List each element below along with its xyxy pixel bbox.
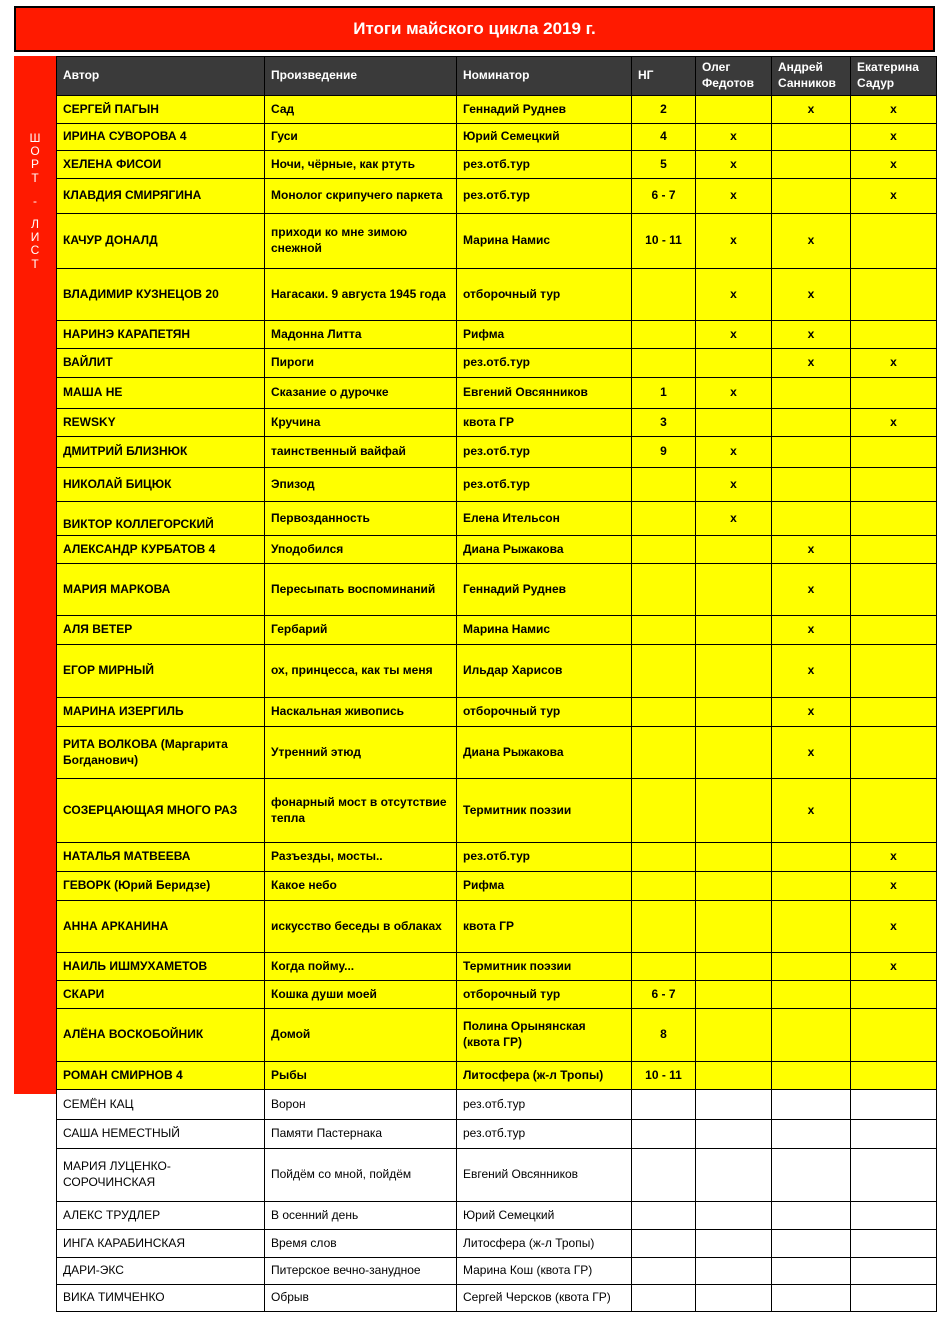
- cell-ng: [632, 1285, 696, 1312]
- cell-work: Разъезды, мосты..: [265, 843, 457, 872]
- cell-work: Нагасаки. 9 августа 1945 года: [265, 269, 457, 321]
- cell-nominator: Литосфера (ж-л Тропы): [457, 1062, 632, 1090]
- cell-ng: 6 - 7: [632, 981, 696, 1009]
- short-list-row: [57, 536, 937, 564]
- short-list-row: [57, 901, 937, 953]
- cell-judge-fedotov: [696, 1285, 772, 1312]
- cell-judge-sannikov: [772, 1230, 851, 1258]
- short-list-side-label: [14, 132, 56, 271]
- cell-nominator: Марина Кош (квота ГР): [457, 1258, 632, 1285]
- cell-judge-fedotov: [696, 1202, 772, 1230]
- cell-judge-sannikov: x: [772, 698, 851, 727]
- cell-judge-sadur: [851, 564, 937, 616]
- short-list-row: [57, 124, 937, 151]
- cell-work: Гуси: [265, 124, 457, 151]
- cell-judge-sannikov: x: [772, 269, 851, 321]
- cell-nominator: Сергей Черсков (квота ГР): [457, 1285, 632, 1312]
- cell-judge-sannikov: [772, 843, 851, 872]
- short-list-row: [57, 214, 937, 269]
- cell-judge-fedotov: [696, 727, 772, 779]
- cell-ng: [632, 468, 696, 502]
- cell-author: ЕГОР МИРНЫЙ: [57, 645, 265, 698]
- cell-judge-sadur: x: [851, 151, 937, 179]
- cell-judge-sannikov: [772, 437, 851, 468]
- short-list-row: [57, 179, 937, 214]
- cell-author: ВЛАДИМИР КУЗНЕЦОВ 20: [57, 269, 265, 321]
- cell-work: Гербарий: [265, 616, 457, 645]
- cell-judge-sannikov: [772, 378, 851, 409]
- cell-author: МАРИЯ МАРКОВА: [57, 564, 265, 616]
- cell-judge-sannikov: x: [772, 349, 851, 378]
- cell-judge-fedotov: [696, 1009, 772, 1062]
- cell-judge-fedotov: [696, 1149, 772, 1202]
- cell-author: МАША НЕ: [57, 378, 265, 409]
- cell-judge-fedotov: [696, 1230, 772, 1258]
- cell-judge-sadur: [851, 321, 937, 349]
- cell-judge-sannikov: x: [772, 321, 851, 349]
- cell-judge-fedotov: [696, 536, 772, 564]
- cell-author: АЛЁНА ВОСКОБОЙНИК: [57, 1009, 265, 1062]
- cell-judge-sadur: [851, 1062, 937, 1090]
- short-list-row: [57, 96, 937, 124]
- cell-author: АЛЕКСАНДР КУРБАТОВ 4: [57, 536, 265, 564]
- cell-author: СЕРГЕЙ ПАГЫН: [57, 96, 265, 124]
- short-list-row: [57, 151, 937, 179]
- cell-ng: [632, 1149, 696, 1202]
- cell-judge-fedotov: x: [696, 468, 772, 502]
- long-list-row: [57, 1149, 937, 1202]
- cell-work: Какое небо: [265, 872, 457, 901]
- cell-judge-sannikov: x: [772, 564, 851, 616]
- cell-judge-sannikov: [772, 1285, 851, 1312]
- long-list-row: [57, 1120, 937, 1149]
- cell-ng: [632, 349, 696, 378]
- cell-work: Пироги: [265, 349, 457, 378]
- cell-judge-fedotov: x: [696, 269, 772, 321]
- cell-judge-fedotov: [696, 1258, 772, 1285]
- cell-judge-fedotov: [696, 409, 772, 437]
- cell-nominator: Евгений Овсянников: [457, 1149, 632, 1202]
- cell-judge-fedotov: [696, 1062, 772, 1090]
- cell-ng: [632, 698, 696, 727]
- cell-work: ох, принцесса, как ты меня: [265, 645, 457, 698]
- cell-judge-sannikov: x: [772, 645, 851, 698]
- cell-author: ИНГА КАРАБИНСКАЯ: [57, 1230, 265, 1258]
- cell-ng: [632, 1258, 696, 1285]
- cell-judge-sannikov: [772, 502, 851, 536]
- cell-author: МАРИНА ИЗЕРГИЛЬ: [57, 698, 265, 727]
- cell-ng: [632, 502, 696, 536]
- cell-judge-sadur: [851, 779, 937, 843]
- cell-nominator: рез.отб.тур: [457, 151, 632, 179]
- cell-ng: [632, 953, 696, 981]
- cell-nominator: Термитник поэзии: [457, 953, 632, 981]
- long-list-row: [57, 1285, 937, 1312]
- long-list-row: [57, 1258, 937, 1285]
- short-list-row: [57, 349, 937, 378]
- cell-judge-sadur: [851, 1009, 937, 1062]
- cell-judge-fedotov: [696, 953, 772, 981]
- cell-judge-sadur: x: [851, 843, 937, 872]
- cell-author: ДАРИ-ЭКС: [57, 1258, 265, 1285]
- cell-judge-sannikov: [772, 1090, 851, 1120]
- cell-judge-sadur: [851, 468, 937, 502]
- cell-judge-sadur: x: [851, 179, 937, 214]
- cell-judge-sannikov: [772, 872, 851, 901]
- cell-author: ГЕВОРК (Юрий Беридзе): [57, 872, 265, 901]
- cell-judge-sadur: [851, 1202, 937, 1230]
- cell-judge-fedotov: [696, 981, 772, 1009]
- cell-work: Монолог скрипучего паркета: [265, 179, 457, 214]
- side-label-letter: О: [30, 144, 40, 159]
- cell-nominator: Рифма: [457, 872, 632, 901]
- cell-nominator: квота ГР: [457, 901, 632, 953]
- cell-judge-sadur: [851, 727, 937, 779]
- cell-ng: [632, 843, 696, 872]
- short-list-row: [57, 727, 937, 779]
- short-list-side-strip: [14, 56, 56, 1094]
- cell-nominator: Юрий Семецкий: [457, 124, 632, 151]
- cell-work: Питерское вечно-занудное: [265, 1258, 457, 1285]
- cell-ng: [632, 779, 696, 843]
- cell-nominator: Марина Намис: [457, 214, 632, 269]
- cell-judge-sadur: x: [851, 124, 937, 151]
- cell-work: Домой: [265, 1009, 457, 1062]
- cell-ng: [632, 1120, 696, 1149]
- col-header-nominator: Номинатор: [457, 57, 632, 96]
- cell-ng: [632, 1090, 696, 1120]
- cell-judge-fedotov: [696, 1090, 772, 1120]
- cell-judge-sadur: x: [851, 953, 937, 981]
- cell-author: РОМАН СМИРНОВ 4: [57, 1062, 265, 1090]
- cell-work: Мадонна Литта: [265, 321, 457, 349]
- cell-judge-sadur: [851, 1120, 937, 1149]
- cell-judge-fedotov: [696, 616, 772, 645]
- cell-ng: 5: [632, 151, 696, 179]
- cell-judge-fedotov: [696, 564, 772, 616]
- cell-nominator: Геннадий Руднев: [457, 96, 632, 124]
- side-label-letter: И: [30, 230, 40, 245]
- cell-judge-sadur: [851, 645, 937, 698]
- short-list-row: [57, 981, 937, 1009]
- cell-nominator: рез.отб.тур: [457, 437, 632, 468]
- cell-judge-sadur: [851, 437, 937, 468]
- cell-author: НАИЛЬ ИШМУХАМЕТОВ: [57, 953, 265, 981]
- cell-judge-sannikov: [772, 1120, 851, 1149]
- short-list-row: [57, 843, 937, 872]
- cell-work: Первозданность: [265, 502, 457, 536]
- cell-author: СОЗЕРЦАЮЩАЯ МНОГО РАЗ: [57, 779, 265, 843]
- short-list-row: [57, 616, 937, 645]
- cell-nominator: отборочный тур: [457, 269, 632, 321]
- cell-author: ХЕЛЕНА ФИСОИ: [57, 151, 265, 179]
- cell-work: Пойдём со мной, пойдём: [265, 1149, 457, 1202]
- cell-author: REWSKY: [57, 409, 265, 437]
- short-list-row: [57, 564, 937, 616]
- cell-author: НАТАЛЬЯ МАТВЕЕВА: [57, 843, 265, 872]
- short-list-row: [57, 269, 937, 321]
- cell-judge-sannikov: x: [772, 727, 851, 779]
- cell-judge-sannikov: [772, 1009, 851, 1062]
- cell-ng: [632, 616, 696, 645]
- cell-work: Рыбы: [265, 1062, 457, 1090]
- short-list-row: [57, 502, 937, 536]
- long-list-row: [57, 1202, 937, 1230]
- cell-nominator: Елена Ительсон: [457, 502, 632, 536]
- cell-judge-fedotov: x: [696, 179, 772, 214]
- cell-judge-sadur: [851, 1230, 937, 1258]
- cell-work: Памяти Пастернака: [265, 1120, 457, 1149]
- cell-judge-fedotov: [696, 872, 772, 901]
- cell-author: НИКОЛАЙ БИЦЮК: [57, 468, 265, 502]
- cell-judge-sannikov: x: [772, 779, 851, 843]
- cell-author: КЛАВДИЯ СМИРЯГИНА: [57, 179, 265, 214]
- cell-judge-fedotov: [696, 349, 772, 378]
- cell-work: Кошка души моей: [265, 981, 457, 1009]
- col-header-judge-sannikov: Андрей Санников: [772, 57, 851, 96]
- short-list-row: [57, 468, 937, 502]
- cell-ng: 6 - 7: [632, 179, 696, 214]
- cell-nominator: Диана Рыжакова: [457, 536, 632, 564]
- col-header-author: Автор: [57, 57, 265, 96]
- cell-judge-sadur: [851, 1285, 937, 1312]
- cell-judge-sannikov: [772, 1062, 851, 1090]
- short-list-row: [57, 779, 937, 843]
- cell-judge-fedotov: [696, 1120, 772, 1149]
- cell-ng: [632, 564, 696, 616]
- cell-ng: [632, 269, 696, 321]
- long-list-row: [57, 1230, 937, 1258]
- cell-ng: 1: [632, 378, 696, 409]
- cell-work: приходи ко мне зимою снежной: [265, 214, 457, 269]
- cell-ng: [632, 645, 696, 698]
- long-list-row: [57, 1090, 937, 1120]
- cell-judge-fedotov: [696, 698, 772, 727]
- cell-work: Сад: [265, 96, 457, 124]
- cell-judge-sadur: [851, 269, 937, 321]
- cell-ng: [632, 536, 696, 564]
- cell-author: КАЧУР ДОНАЛД: [57, 214, 265, 269]
- cell-judge-fedotov: [696, 901, 772, 953]
- cell-author: ВАЙЛИТ: [57, 349, 265, 378]
- cell-judge-sadur: x: [851, 349, 937, 378]
- cell-nominator: Рифма: [457, 321, 632, 349]
- cell-judge-sadur: x: [851, 872, 937, 901]
- cell-work: В осенний день: [265, 1202, 457, 1230]
- cell-ng: 10 - 11: [632, 1062, 696, 1090]
- cell-work: Уподобился: [265, 536, 457, 564]
- col-header-judge-sadur: Екатерина Садур: [851, 57, 937, 96]
- cell-author: АЛЯ ВЕТЕР: [57, 616, 265, 645]
- cell-judge-sadur: [851, 502, 937, 536]
- cell-nominator: рез.отб.тур: [457, 349, 632, 378]
- cell-nominator: Полина Орынянская (квота ГР): [457, 1009, 632, 1062]
- cell-work: Утренний этюд: [265, 727, 457, 779]
- cell-ng: [632, 727, 696, 779]
- cell-judge-sannikov: x: [772, 96, 851, 124]
- cell-judge-sadur: [851, 981, 937, 1009]
- short-list-row: [57, 409, 937, 437]
- cell-ng: [632, 872, 696, 901]
- cell-judge-sannikov: [772, 981, 851, 1009]
- cell-ng: 10 - 11: [632, 214, 696, 269]
- side-label-letter: -: [33, 193, 37, 208]
- col-header-work: Произведение: [265, 57, 457, 96]
- table-header-row: [57, 57, 937, 96]
- cell-ng: [632, 1230, 696, 1258]
- cell-author: АННА АРКАНИНА: [57, 901, 265, 953]
- cell-judge-sannikov: [772, 1149, 851, 1202]
- cell-work: Обрыв: [265, 1285, 457, 1312]
- cell-judge-sadur: x: [851, 901, 937, 953]
- cell-judge-sannikov: x: [772, 536, 851, 564]
- cell-nominator: квота ГР: [457, 409, 632, 437]
- cell-nominator: Термитник поэзии: [457, 779, 632, 843]
- cell-author: ИРИНА СУВОРОВА 4: [57, 124, 265, 151]
- cell-nominator: отборочный тур: [457, 981, 632, 1009]
- cell-judge-sadur: [851, 1090, 937, 1120]
- cell-judge-sadur: [851, 214, 937, 269]
- cell-author: МАРИЯ ЛУЦЕНКО-СОРОЧИНСКАЯ: [57, 1149, 265, 1202]
- short-list-row: [57, 1062, 937, 1090]
- side-label-letter: Р: [30, 157, 39, 172]
- cell-judge-sadur: x: [851, 96, 937, 124]
- short-list-row: [57, 1009, 937, 1062]
- cell-judge-fedotov: x: [696, 502, 772, 536]
- cell-author: НАРИНЭ КАРАПЕТЯН: [57, 321, 265, 349]
- cell-judge-sadur: [851, 616, 937, 645]
- cell-author: СЕМЁН КАЦ: [57, 1090, 265, 1120]
- cell-nominator: отборочный тур: [457, 698, 632, 727]
- cell-judge-sannikov: [772, 1202, 851, 1230]
- cell-judge-fedotov: [696, 779, 772, 843]
- cell-work: Эпизод: [265, 468, 457, 502]
- short-list-row: [57, 437, 937, 468]
- short-list-row: [57, 698, 937, 727]
- cell-judge-fedotov: [696, 645, 772, 698]
- cell-nominator: Литосфера (ж-л Тропы): [457, 1230, 632, 1258]
- side-label-letter: Ш: [29, 131, 41, 145]
- cell-judge-fedotov: [696, 96, 772, 124]
- cell-nominator: Юрий Семецкий: [457, 1202, 632, 1230]
- cell-judge-sannikov: x: [772, 616, 851, 645]
- cell-nominator: Геннадий Руднев: [457, 564, 632, 616]
- side-label-letter: Т: [31, 256, 39, 271]
- cell-nominator: рез.отб.тур: [457, 468, 632, 502]
- cell-nominator: Евгений Овсянников: [457, 378, 632, 409]
- cell-nominator: Марина Намис: [457, 616, 632, 645]
- cell-ng: [632, 901, 696, 953]
- cell-author: АЛЕКС ТРУДЛЕР: [57, 1202, 265, 1230]
- cell-judge-sadur: [851, 698, 937, 727]
- cell-author: ВИКА ТИМЧЕНКО: [57, 1285, 265, 1312]
- cell-judge-sannikov: [772, 901, 851, 953]
- cell-judge-sadur: [851, 378, 937, 409]
- cell-author: СКАРИ: [57, 981, 265, 1009]
- cell-author: САША НЕМЕСТНЫЙ: [57, 1120, 265, 1149]
- cell-work: искусство беседы в облаках: [265, 901, 457, 953]
- cell-judge-fedotov: x: [696, 378, 772, 409]
- side-label-letter: Л: [31, 216, 39, 231]
- cell-work: Время слов: [265, 1230, 457, 1258]
- short-list-row: [57, 872, 937, 901]
- cell-judge-fedotov: x: [696, 437, 772, 468]
- page-title: Итоги майского цикла 2019 г.: [14, 6, 935, 52]
- cell-judge-sadur: x: [851, 409, 937, 437]
- cell-judge-sannikov: [772, 409, 851, 437]
- cell-ng: [632, 1202, 696, 1230]
- cell-judge-sadur: [851, 1149, 937, 1202]
- cell-judge-sadur: [851, 536, 937, 564]
- cell-judge-sannikov: [772, 179, 851, 214]
- cell-nominator: рез.отб.тур: [457, 1090, 632, 1120]
- cell-nominator: рез.отб.тур: [457, 179, 632, 214]
- cell-nominator: Ильдар Харисов: [457, 645, 632, 698]
- cell-judge-fedotov: x: [696, 214, 772, 269]
- results-table-body: [57, 96, 937, 1312]
- cell-ng: 8: [632, 1009, 696, 1062]
- short-list-row: [57, 953, 937, 981]
- cell-nominator: рез.отб.тур: [457, 1120, 632, 1149]
- cell-judge-sannikov: [772, 1258, 851, 1285]
- cell-judge-sannikov: [772, 468, 851, 502]
- cell-judge-sadur: [851, 1258, 937, 1285]
- side-label-letter: Т: [31, 170, 39, 185]
- results-table: [56, 56, 937, 1312]
- cell-judge-sannikov: x: [772, 214, 851, 269]
- cell-nominator: Диана Рыжакова: [457, 727, 632, 779]
- cell-judge-fedotov: [696, 843, 772, 872]
- cell-judge-fedotov: x: [696, 124, 772, 151]
- col-header-ng: НГ: [632, 57, 696, 96]
- cell-judge-sannikov: [772, 953, 851, 981]
- short-list-row: [57, 645, 937, 698]
- cell-ng: 9: [632, 437, 696, 468]
- cell-work: Пересыпать воспоминаний: [265, 564, 457, 616]
- cell-judge-fedotov: x: [696, 321, 772, 349]
- cell-author: РИТА ВОЛКОВА (Маргарита Богданович): [57, 727, 265, 779]
- cell-work: Когда пойму...: [265, 953, 457, 981]
- cell-work: Ворон: [265, 1090, 457, 1120]
- col-header-judge-fedotov: Олег Федотов: [696, 57, 772, 96]
- cell-work: фонарный мост в отсутствие тепла: [265, 779, 457, 843]
- short-list-row: [57, 321, 937, 349]
- cell-author: ДМИТРИЙ БЛИЗНЮК: [57, 437, 265, 468]
- cell-work: Сказание о дурочке: [265, 378, 457, 409]
- cell-work: Наскальная живопись: [265, 698, 457, 727]
- cell-judge-sannikov: [772, 124, 851, 151]
- cell-judge-sannikov: [772, 151, 851, 179]
- cell-judge-fedotov: x: [696, 151, 772, 179]
- cell-work: Кручина: [265, 409, 457, 437]
- cell-author: ВИКТОР КОЛЛЕГОРСКИЙ: [57, 502, 265, 536]
- short-list-row: [57, 378, 937, 409]
- cell-ng: 4: [632, 124, 696, 151]
- cell-nominator: рез.отб.тур: [457, 843, 632, 872]
- side-label-letter: С: [30, 243, 40, 258]
- cell-work: таинственный вайфай: [265, 437, 457, 468]
- cell-ng: [632, 321, 696, 349]
- cell-ng: 2: [632, 96, 696, 124]
- cell-work: Ночи, чёрные, как ртуть: [265, 151, 457, 179]
- cell-ng: 3: [632, 409, 696, 437]
